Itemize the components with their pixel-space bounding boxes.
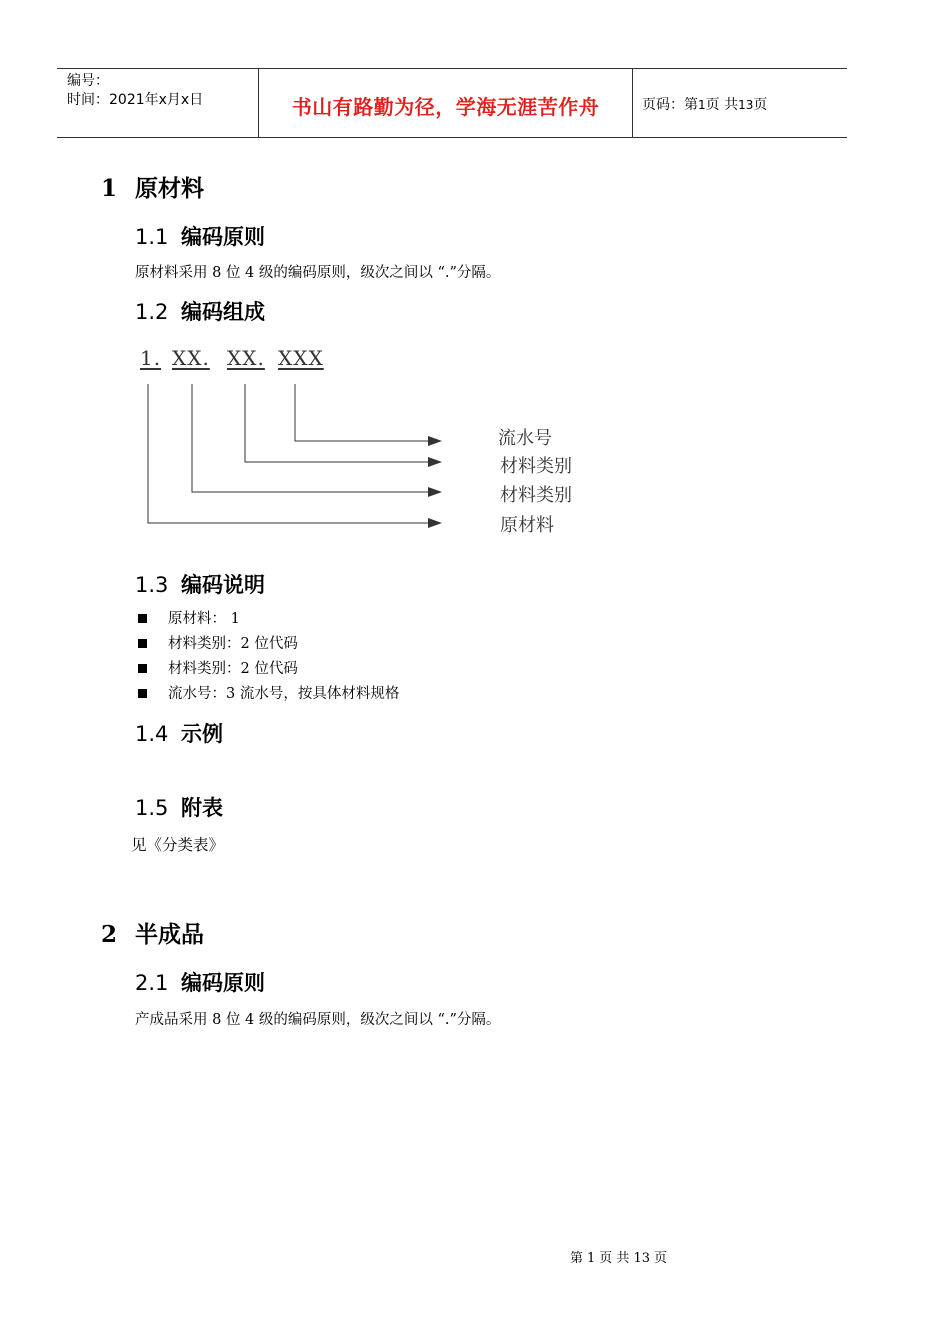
section-title: 原材料 xyxy=(135,176,204,202)
page-footer xyxy=(0,1247,950,1266)
footer-mid: 页 共 xyxy=(599,1251,630,1266)
paragraph: 产成品采用 8 位 4 级的编码原则，级次之间以 “.”分隔。 xyxy=(135,1012,501,1028)
code-part: 1. xyxy=(140,346,162,370)
code-part: XXX xyxy=(278,346,324,370)
code-part: XX. xyxy=(227,346,265,370)
code-part: XX. xyxy=(172,346,210,370)
paragraph: 原材料采用 8 位 4 级的编码原则，级次之间以 “.”分隔。 xyxy=(135,265,501,281)
header-divider xyxy=(632,69,633,137)
connector-line xyxy=(245,384,428,462)
subsection-number: 1.3 xyxy=(135,573,169,597)
code-structure-diagram xyxy=(130,340,600,540)
diagram-label: 原材料 xyxy=(500,515,554,536)
subsection-heading xyxy=(135,792,223,822)
square-bullet-icon xyxy=(138,614,147,623)
subsection-heading xyxy=(135,221,265,251)
section-number: 2 xyxy=(101,921,118,948)
footer-page-number: 1 xyxy=(587,1251,596,1266)
subsection-title: 编码说明 xyxy=(181,573,265,597)
arrow-head xyxy=(428,518,442,528)
list-item-text: 原材料： 1 xyxy=(168,611,240,627)
square-bullet-icon xyxy=(138,664,147,673)
arrow-head xyxy=(428,487,442,497)
subsection-title: 附表 xyxy=(181,796,223,820)
header-page-info xyxy=(642,94,767,114)
subsection-number: 1.4 xyxy=(135,722,169,746)
page-mid: 页 共 xyxy=(705,97,739,113)
header-motto: 书山有路勤为径，学海无涯苦作舟 xyxy=(291,95,600,119)
footer-pre: 第 xyxy=(570,1251,584,1266)
page-label: 页码：第 xyxy=(642,97,698,113)
connector-line xyxy=(192,384,428,492)
square-bullet-icon xyxy=(138,639,147,648)
section-number: 1 xyxy=(101,175,118,202)
connector-line xyxy=(148,384,428,523)
subsection-heading xyxy=(135,967,265,997)
document-header xyxy=(57,68,847,138)
subsection-number: 2.1 xyxy=(135,971,169,995)
list-item-text: 材料类别：2 位代码 xyxy=(168,661,298,677)
subsection-number: 1.5 xyxy=(135,796,169,820)
diagram-label: 材料类别 xyxy=(500,456,572,477)
subsection-title: 编码原则 xyxy=(181,225,265,249)
footer-total: 13 xyxy=(633,1251,650,1266)
footer-post: 页 xyxy=(653,1251,667,1266)
subsection-title: 编码原则 xyxy=(181,971,265,995)
section-title: 半成品 xyxy=(135,922,204,948)
section-heading xyxy=(101,170,204,203)
subsection-heading xyxy=(135,296,265,326)
square-bullet-icon xyxy=(138,689,147,698)
number-label: 编号： xyxy=(67,73,109,89)
page-total: 13 xyxy=(738,98,754,112)
section-heading xyxy=(101,916,204,949)
arrow-head xyxy=(428,436,442,446)
page-end: 页 xyxy=(753,97,768,113)
subsection-heading xyxy=(135,718,223,748)
subsection-title: 编码组成 xyxy=(181,300,265,324)
header-meta xyxy=(67,72,203,110)
list-item-text: 材料类别：2 位代码 xyxy=(168,636,298,652)
subsection-title: 示例 xyxy=(181,722,223,746)
subsection-heading xyxy=(135,569,265,599)
arrow-head xyxy=(428,457,442,467)
diagram-label: 流水号 xyxy=(498,428,552,449)
subsection-number: 1.2 xyxy=(135,300,169,324)
page-number: 1 xyxy=(698,98,706,112)
paragraph: 见《分类表》 xyxy=(131,836,225,854)
subsection-number: 1.1 xyxy=(135,225,169,249)
connector-line xyxy=(295,384,428,441)
time-line: 时间：2021年x月x日 xyxy=(67,92,204,108)
diagram-label: 材料类别 xyxy=(500,485,572,506)
list-item-text: 流水号：3 流水号，按具体材料规格 xyxy=(168,686,400,702)
